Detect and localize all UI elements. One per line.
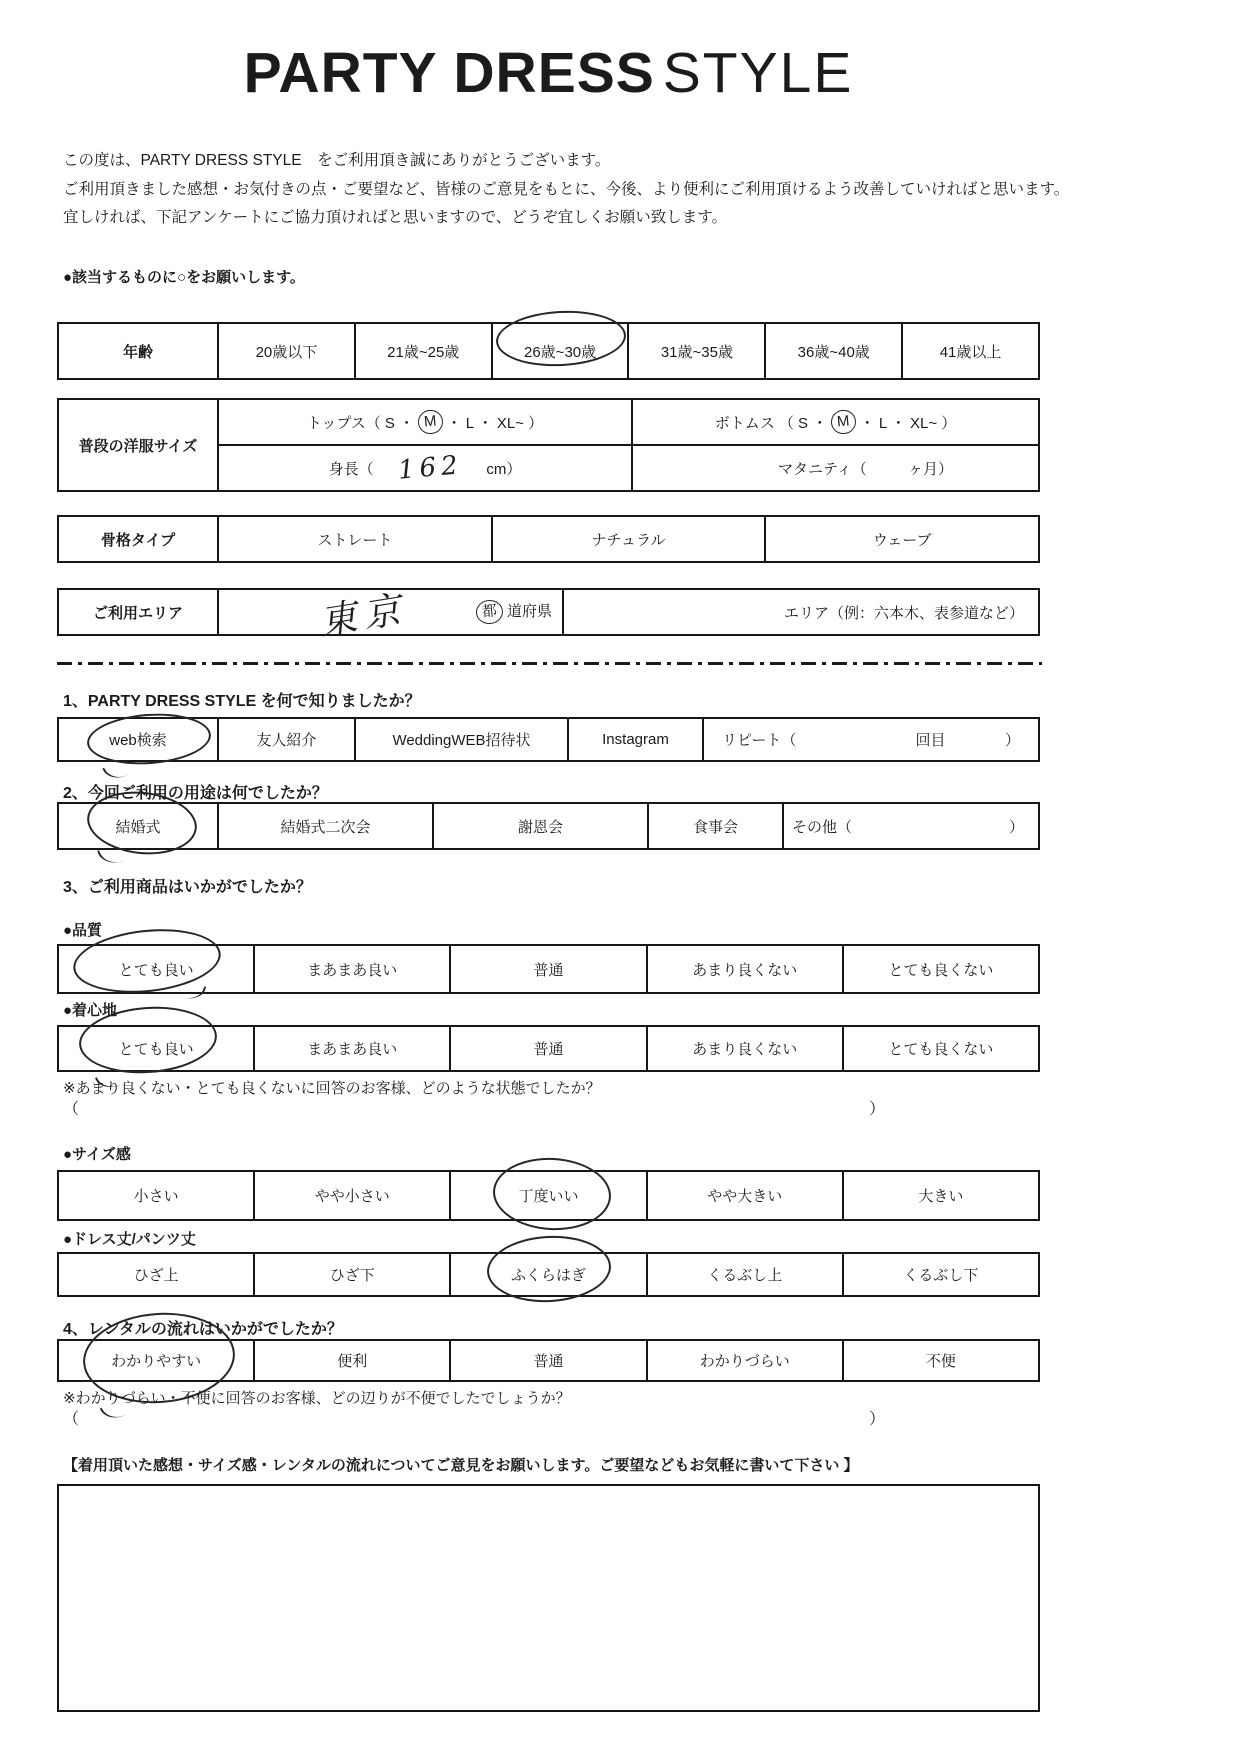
quality-option-cell	[842, 946, 1038, 992]
size-row-top	[219, 400, 1038, 444]
question-3-heading: 3、ご利用商品はいかがでしたか？	[63, 879, 312, 896]
length-option-label: ふくらはぎ	[511, 1267, 587, 1284]
comfort-option-cell-selected	[59, 1027, 253, 1070]
question-4-heading: 4、レンタルの流れはいかがでしたか？	[63, 1321, 343, 1338]
q4-option-label: 便利	[337, 1353, 368, 1370]
clothing-size-table	[57, 398, 1040, 492]
q1-option-label: 友人紹介	[256, 732, 317, 749]
q2-option-cell-selected	[59, 804, 217, 848]
quality-option-cell-selected	[59, 946, 253, 992]
q1-option-cell	[354, 719, 567, 760]
height-handwritten-value: 162	[396, 450, 464, 486]
length-option-label: ひざ上	[133, 1267, 179, 1284]
size-feel-option-cell	[253, 1172, 449, 1219]
q1-repeat-mid: 回目	[915, 732, 946, 749]
q4-option-label: 普通	[533, 1353, 564, 1370]
size-feel-option-cell	[59, 1172, 253, 1219]
maternity-unit: ヶ月）	[907, 460, 953, 478]
age-option-cell	[627, 324, 764, 378]
comfort-option-cell	[449, 1027, 645, 1070]
bone-type-option-cell	[217, 517, 491, 561]
prefecture-handwritten-value: 東京	[316, 587, 411, 644]
bottoms-selected-size: M	[830, 409, 857, 435]
comfort-option-label: あまり良くない	[692, 1041, 798, 1058]
length-option-cell	[646, 1254, 842, 1295]
quality-option-label: まあまあ良い	[307, 961, 398, 979]
q1-options-table	[57, 717, 1040, 762]
length-option-label: くるぶし下	[903, 1267, 979, 1284]
q2-other-cell	[782, 804, 1038, 848]
size-feel-option-cell-selected	[449, 1172, 645, 1219]
size-feel-option-label: やや小さい	[314, 1188, 390, 1205]
length-option-cell	[842, 1254, 1038, 1295]
q2-option-cell	[432, 804, 647, 848]
comfort-option-label: とても良くない	[888, 1041, 994, 1058]
size-feel-section-label: ●サイズ感	[63, 1146, 131, 1163]
size-feel-option-label: 丁度いい	[518, 1188, 579, 1205]
length-option-cell	[59, 1254, 253, 1295]
size-feel-option-label: やや大きい	[707, 1188, 783, 1205]
comfort-option-label: とても良い	[118, 1041, 194, 1058]
quality-option-cell	[253, 946, 449, 992]
paren-open: （	[63, 1411, 80, 1428]
size-feel-option-label: 小さい	[133, 1188, 179, 1205]
q2-option-label: 結婚式二次会	[280, 818, 371, 836]
tops-suffix: ・ L ・ XL~ ）	[446, 414, 544, 432]
paren-open: （	[63, 1101, 80, 1118]
q1-option-label: web検索	[109, 732, 167, 749]
height-unit: cm）	[486, 460, 522, 478]
q4-option-label: わかりづらい	[699, 1353, 790, 1370]
length-section-label: ●ドレス丈/パンツ丈	[63, 1231, 196, 1248]
size-feel-option-cell	[842, 1172, 1038, 1219]
age-option-cell	[764, 324, 901, 378]
q4-option-cell	[646, 1341, 842, 1380]
prefecture-suffix	[472, 600, 552, 624]
comfort-option-label: 普通	[533, 1041, 564, 1058]
q1-repeat-cell	[702, 719, 1038, 760]
age-row-label: 年齢	[122, 343, 153, 361]
paren-close: ）	[868, 1101, 885, 1118]
size-feel-option-label: 大きい	[918, 1188, 964, 1205]
bone-type-table	[57, 515, 1040, 563]
bone-type-option-cell	[764, 517, 1038, 561]
clothing-size-grid	[217, 400, 1038, 490]
q4-option-cell	[842, 1341, 1038, 1380]
length-option-label: ひざ下	[329, 1267, 375, 1284]
height-cell	[219, 446, 631, 490]
tops-prefix: トップス（ S ・	[306, 414, 415, 432]
q1-option-label: WeddingWEB招待状	[392, 732, 531, 749]
q1-repeat-close: ）	[1004, 732, 1020, 749]
q4-options-table	[57, 1339, 1040, 1382]
prefecture-cell	[217, 587, 562, 644]
tops-selected-size: M	[417, 409, 444, 435]
age-option-label: 20歳以下	[255, 343, 318, 361]
age-option-cell	[217, 324, 354, 378]
comment-box	[57, 1484, 1040, 1712]
comfort-option-cell	[253, 1027, 449, 1070]
bottoms-cell	[631, 400, 1038, 444]
q4-free-answer-parens	[63, 1406, 885, 1429]
comfort-option-cell	[646, 1027, 842, 1070]
age-option-label: 26歳~30歳	[524, 343, 597, 361]
dashed-divider	[57, 662, 1042, 665]
q2-other-close: ）	[1008, 818, 1024, 836]
q2-other-prefix: その他（	[792, 818, 853, 836]
comfort-section-label: ●着心地	[63, 1002, 118, 1019]
size-feel-option-cell	[646, 1172, 842, 1219]
area-hint-cell	[562, 590, 1038, 634]
age-option-label: 36歳~40歳	[797, 343, 870, 361]
bone-type-option-label: ストレート	[317, 531, 393, 549]
bottoms-suffix: ・ L ・ XL~ ）	[859, 414, 957, 432]
bone-type-option-label: ナチュラル	[591, 531, 666, 549]
comfort-option-cell	[842, 1027, 1038, 1070]
q4-option-cell-selected	[59, 1341, 253, 1380]
q4-bad-answer-note: ※わかりづらい・不便に回答のお客様、どの辺りが不便でしたでしょうか？	[63, 1390, 571, 1407]
q2-option-label: 謝恩会	[517, 818, 563, 836]
bone-type-row-label: 骨格タイプ	[100, 531, 176, 549]
age-option-cell	[901, 324, 1038, 378]
q2-option-label: 食事会	[692, 818, 738, 836]
quality-section-label: ●品質	[63, 922, 103, 939]
size-row-bottom	[219, 444, 1038, 490]
page-title	[57, 42, 1040, 105]
usage-area-row-label: ご利用エリア	[92, 604, 183, 622]
height-label: 身長（	[328, 460, 374, 478]
q1-repeat-prefix: リピート（	[722, 732, 797, 749]
age-option-label: 41歳以上	[939, 343, 1002, 361]
quality-option-cell	[646, 946, 842, 992]
intro-line-1: この度は、PARTY DRESS STYLE をご利用頂き誠にありがとうございます。	[63, 152, 611, 169]
intro-line-2: ご利用頂きました感想・お気付きの点・ご要望など、皆様のご意見をもとに、今後、より便利にご利用頂けるよう改善していければと思います。	[63, 180, 1070, 198]
maternity-cell	[631, 446, 1038, 490]
quality-option-label: あまり良くない	[692, 961, 798, 979]
title-main: PARTY DRESS	[243, 41, 655, 105]
comfort-options-table	[57, 1025, 1040, 1072]
q4-option-cell	[253, 1341, 449, 1380]
q1-option-cell	[217, 719, 354, 760]
bottoms-prefix: ボトムス （ S ・	[714, 414, 828, 432]
q2-option-label: 結婚式	[115, 818, 161, 836]
q4-option-label: 不便	[925, 1353, 956, 1370]
instruction-heading: ●該当するものに○をお願いします。	[63, 269, 305, 286]
quality-options-table	[57, 944, 1040, 994]
usage-area-table	[57, 587, 1040, 644]
tops-cell	[219, 400, 631, 444]
length-options-table	[57, 1252, 1040, 1297]
q2-option-cell	[647, 804, 782, 848]
bone-type-option-label: ウェーブ	[872, 531, 932, 549]
question-2-heading: 2、今回ご利用の用途は何でしたか？	[63, 785, 328, 802]
q4-option-label: わかりやすい	[111, 1353, 202, 1370]
prefecture-circled-char: 都	[475, 599, 504, 626]
q2-option-cell	[217, 804, 432, 848]
paren-close: ）	[868, 1411, 885, 1428]
prefecture-rest: 道府県	[506, 602, 552, 620]
age-option-cell-selected	[491, 324, 628, 378]
maternity-label: マタニティ（	[778, 460, 867, 478]
length-option-cell	[253, 1254, 449, 1295]
intro-line-3: 宜しければ、下記アンケートにご協力頂ければと思いますので、どうぞ宜しくお願い致します。	[63, 209, 728, 226]
size-feel-options-table	[57, 1170, 1040, 1221]
length-option-cell-selected	[449, 1254, 645, 1295]
quality-option-label: とても良い	[118, 961, 194, 979]
q1-option-cell	[567, 719, 702, 760]
q4-option-cell	[449, 1341, 645, 1380]
age-option-label: 21歳~25歳	[387, 343, 460, 361]
quality-option-cell	[449, 946, 645, 992]
length-option-label: くるぶし上	[707, 1267, 783, 1284]
q2-options-table	[57, 802, 1040, 850]
question-1-heading: 1、PARTY DRESS STYLE を何で知りましたか？	[63, 693, 421, 710]
clothing-size-row-label: 普段の洋服サイズ	[78, 437, 198, 455]
quality-option-label: とても良くない	[888, 961, 994, 979]
title-sub: STYLE	[662, 41, 854, 105]
area-hint-label: エリア（例：六本木、表参道など）	[783, 604, 1024, 622]
age-option-cell	[354, 324, 491, 378]
q1-option-label: Instagram	[602, 731, 669, 748]
age-option-label: 31歳~35歳	[660, 343, 733, 361]
age-table	[57, 322, 1040, 380]
bone-type-option-cell	[491, 517, 765, 561]
intro-paragraph	[63, 147, 1069, 233]
q1-option-cell-selected	[59, 719, 217, 760]
comment-section-label: 【着用頂いた感想・サイズ感・レンタルの流れについてご意見をお願いします。ご要望などもお気軽に書いて下さい 】	[63, 1457, 859, 1474]
q3-free-answer-parens	[63, 1096, 885, 1119]
quality-option-label: 普通	[533, 961, 564, 979]
comfort-option-label: まあまあ良い	[307, 1041, 398, 1058]
q3-bad-answer-note: ※あまり良くない・とても良くないに回答のお客様、どのような状態でしたか？	[63, 1080, 601, 1097]
